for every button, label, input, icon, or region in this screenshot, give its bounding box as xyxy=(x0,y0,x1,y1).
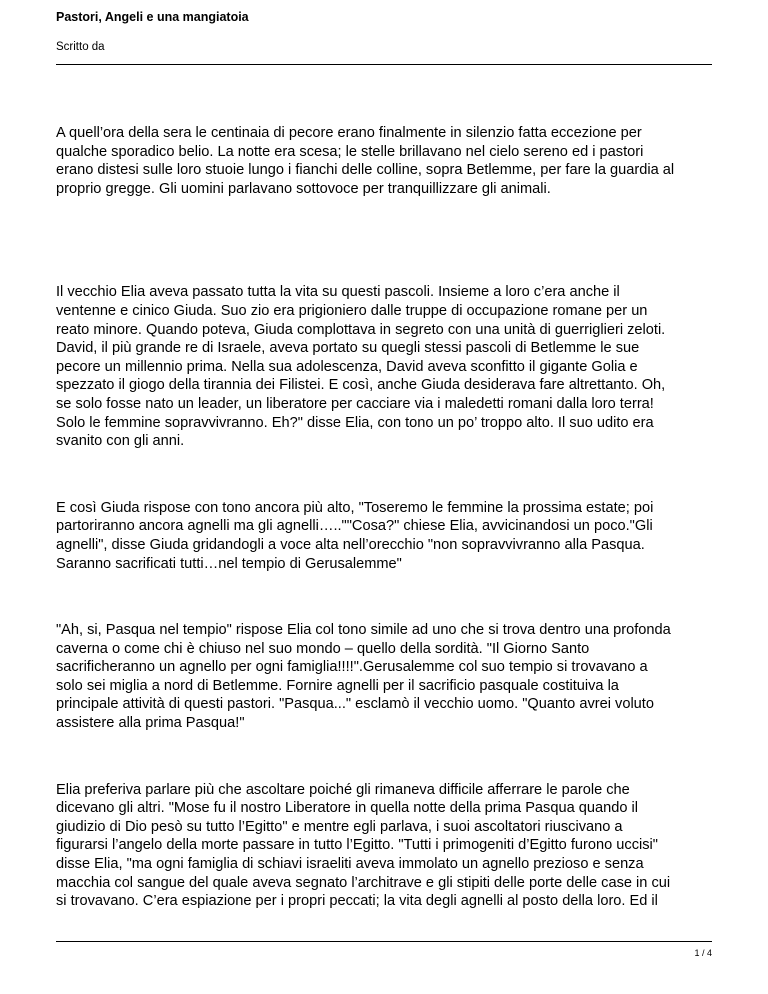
text-line: macchia col sangue del quale aveva segnato l’architrave e gli stipiti delle porte delle case in cui xyxy=(56,874,671,891)
text-line: figurarsi l’angelo della morte passare in tutto l’Egitto. "Tutti i primogeniti d’Egitto furono uccisi" xyxy=(56,837,658,854)
text-line: giudizio di Dio pesò su tutto l’Egitto" e mentre egli parlava, i suoi ascoltatori riuscivano a xyxy=(56,818,623,835)
text-line: reato minore. Quando poteva, Giuda complottava in segreto con una unità di guerriglieri zeloti. xyxy=(56,321,666,338)
text-line: solo sei miglia a nord di Betlemme. Fornire agnelli per il sacrificio pasquale costituiva la xyxy=(56,677,619,694)
text-line: Elia preferiva parlare più che ascoltare poiché gli rimaneva difficile afferrare le parole che xyxy=(56,781,630,798)
text-line: disse Elia, "ma ogni famiglia di schiavi israeliti aveva immolato un agnello prezioso e senza xyxy=(56,856,644,873)
text-line: partoriranno ancora agnelli ma gli agnelli…..""Cosa?" chiese Elia, avvicinandosi un poco."Gli xyxy=(56,518,653,535)
text-line: svanito con gli anni. xyxy=(56,433,185,450)
text-line: si trovavano. C’era espiazione per i propri peccati; la vita degli agnelli al posto della loro. Ed il xyxy=(56,893,658,910)
text-line: se solo fosse nato un leader, un liberatore per cacciare via i maledetti romani dalla loro terra! xyxy=(56,395,654,412)
text-line: A quell’ora della sera le centinaia di pecore erano finalmente in silenzio fatta eccezione per xyxy=(56,125,642,141)
text-line: pecore un millennio prima. Nella sua adolescenza, David aveva sconfitto il gigante Golia e xyxy=(56,358,638,375)
page-number: 1 / 4 xyxy=(694,948,712,958)
text-line: E così Giuda rispose con tono ancora più alto, "Toseremo le femmine la prossima estate; poi xyxy=(56,499,654,516)
paragraph-5 xyxy=(56,781,716,911)
article-body xyxy=(56,124,716,911)
text-line: qualche sporadico belio. La notte era scesa; le stelle brillavano nel cielo sereno ed i pastori xyxy=(56,143,644,160)
header-divider xyxy=(56,64,712,65)
footer-divider xyxy=(56,941,712,942)
text-line: assistere alla prima Pasqua!" xyxy=(56,715,245,732)
text-line: erano distesi sulle loro stuoie lungo i fianchi delle colline, sopra Betlemme, per fare la guardia al xyxy=(56,162,675,179)
text-line: principale attività di questi pastori. "Pasqua..." esclamò il vecchio uomo. "Quanto avrei voluto xyxy=(56,696,654,713)
text-line: spezzato il giogo della tirannia dei Filistei. E così, anche Giuda desiderava fare altrettanto. Oh, xyxy=(56,377,666,394)
text-line: agnelli", disse Giuda gridandogli a voce alta nell’orecchio "non sopravvivranno alla Pasqua. xyxy=(56,536,645,553)
text-line: "Ah, si, Pasqua nel tempio" rispose Elia col tono simile ad uno che si trova dentro una profonda xyxy=(56,622,671,639)
text-line: proprio gregge. Gli uomini parlavano sottovoce per tranquillizzare gli animali. xyxy=(56,180,551,197)
text-line: dicevano gli altri. "Mose fu il nostro Liberatore in quella notte della prima Pasqua quando il xyxy=(56,800,638,817)
text-line: sacrificheranno un agnello per ogni famiglia!!!!".Gerusalemme col suo tempio si trovavano a xyxy=(56,659,648,676)
text-line: ventenne e cinico Giuda. Suo zio era prigioniero dalle truppe di occupazione romane per un xyxy=(56,302,648,319)
paragraph-2 xyxy=(56,283,716,450)
paragraph-1 xyxy=(56,124,716,198)
text-line: Saranno sacrificati tutti…nel tempio di Gerusalemme" xyxy=(56,555,402,572)
paragraph-3 xyxy=(56,499,716,573)
paragraph-4 xyxy=(56,621,716,733)
author-label: Scritto da xyxy=(56,41,105,53)
text-line: caverna o come chi è chiuso nel suo mondo – quello della sordità. "Il Giorno Santo xyxy=(56,640,590,657)
document-title: Pastori, Angeli e una mangiatoia xyxy=(56,10,249,24)
text-line: Solo le femmine sopravvivranno. Eh?" disse Elia, con tono un po’ troppo alto. Il suo udito era xyxy=(56,414,654,431)
text-line: Il vecchio Elia aveva passato tutta la vita su questi pascoli. Insieme a loro c’era anche il xyxy=(56,284,620,301)
text-line: David, il più grande re di Israele, aveva portato su quegli stessi pascoli di Betlemme le sue xyxy=(56,340,640,357)
